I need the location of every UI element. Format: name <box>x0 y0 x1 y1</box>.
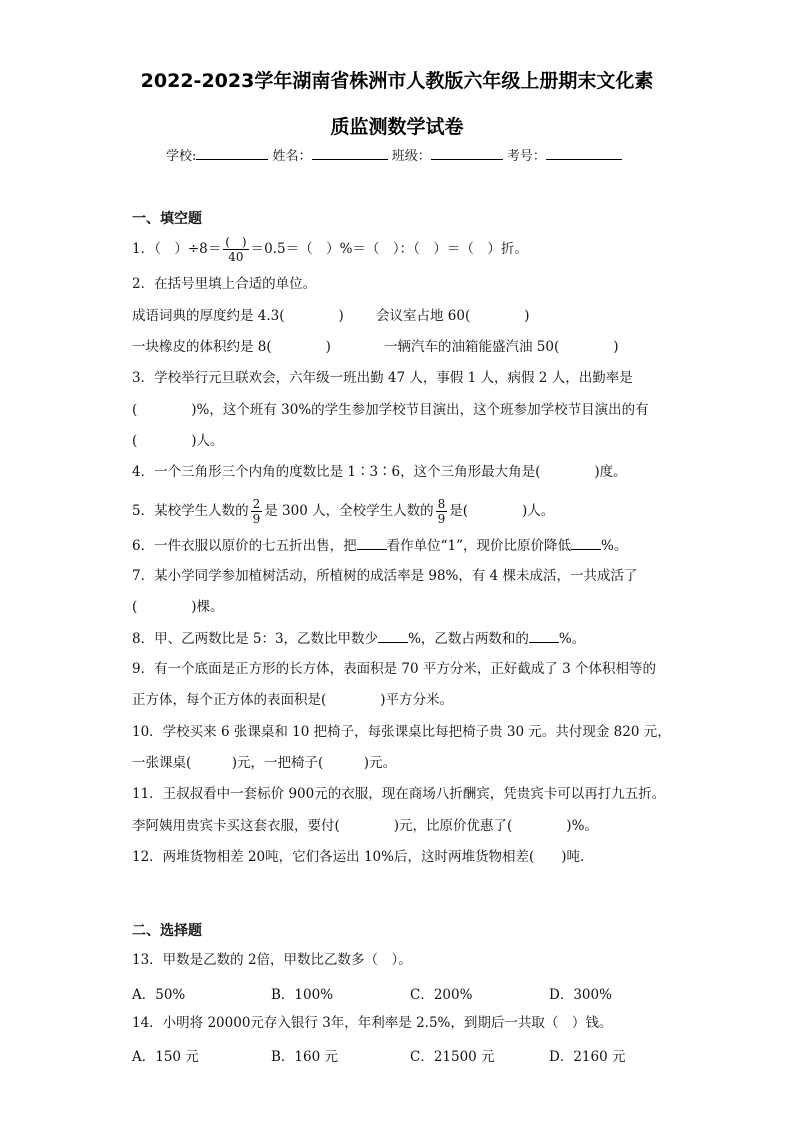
q6-part-b: 看作单位“1”，现价比原价降低 <box>386 538 571 554</box>
q1-part-a: 1．（ ）÷8＝ <box>132 241 222 257</box>
name-label: 姓名： <box>272 149 312 164</box>
q14-option-c[interactable]: C．21500 元 <box>410 1049 495 1065</box>
question-3-line-2: ( )%，这个班有 30%的学生参加学校节目演出，这个班参加学校节目演出的有 <box>132 402 649 418</box>
q6-blank-1[interactable] <box>357 536 387 550</box>
question-11-line-1: 11．王叔叔看中一套标价 900元的衣服，现在商场八折酬宾，凭贵宾卡可以再打九五折。 <box>132 786 666 802</box>
q8-part-b: %，乙数占两数和的 <box>408 631 529 647</box>
question-7-line-2: ( )棵。 <box>132 599 224 615</box>
q5-fraction-1 <box>251 497 263 526</box>
question-9-line-1: 9．有一个底面是正方形的长方体，表面积是 70 平方分米，正好截成了 3 个体积相等的 <box>132 661 657 677</box>
question-2-line-2b: 一辆汽车的油箱能盛汽油 50( ) <box>384 339 619 355</box>
question-2-line-1b: 会议室占地 60( ) <box>376 308 530 324</box>
section-choice-heading: 二、选择题 <box>132 923 202 939</box>
school-label: 学校: <box>166 149 197 164</box>
student-info-row <box>166 145 622 164</box>
question-1 <box>132 235 528 264</box>
question-10-line-1: 10．学校买来 6 张课桌和 10 把椅子，每张课桌比每把椅子贵 30 元。共付现金 820 元， <box>132 724 671 740</box>
q8-blank-2[interactable] <box>529 629 559 643</box>
q1-fraction <box>223 235 248 264</box>
q5-part-a: 5．某校学生人数的 <box>132 503 249 519</box>
school-blank[interactable] <box>196 146 268 160</box>
q5-fraction-1-numerator: 2 <box>252 497 261 511</box>
q5-fraction-1-denominator: 9 <box>252 512 261 526</box>
question-2-stem: 2．在括号里填上合适的单位。 <box>132 276 317 292</box>
question-9-line-2: 正方体，每个正方体的表面积是( )平方分米。 <box>132 692 454 708</box>
class-blank[interactable] <box>431 146 503 160</box>
q5-part-b: 是 300 人，全校学生人数的 <box>264 503 434 519</box>
question-5 <box>132 497 554 526</box>
q5-fraction-2-numerator: 8 <box>437 497 446 511</box>
exam-number-label: 考号： <box>506 149 546 164</box>
question-11-line-2: 李阿姨用贵宾卡买这套衣服，要付( )元，比原价优惠了( )%。 <box>132 818 598 834</box>
question-3-line-1: 3．学校举行元旦联欢会，六年级一班出勤 47 人，事假 1 人，病假 2 人，出勤率是 <box>132 370 633 386</box>
q1-fraction-denominator: 40 <box>228 250 244 264</box>
exam-title-line-2: 质监测数学试卷 <box>330 116 464 138</box>
q8-part-a: 8．甲、乙两数比是 5：3，乙数比甲数少 <box>132 631 379 647</box>
question-13-stem: 13．甲数是乙数的 2倍，甲数比乙数多（ ）。 <box>132 952 412 968</box>
exam-number-blank[interactable] <box>546 146 622 160</box>
question-14-stem: 14．小明将 20000元存入银行 3年，年利率是 2.5%，到期后一共取（ ）钱。 <box>132 1015 613 1031</box>
question-7-line-1: 7．某小学同学参加植树活动，所植树的成活率是 98%，有 4 棵未成活，一共成活了 <box>132 568 638 584</box>
question-8 <box>132 629 585 648</box>
name-blank[interactable] <box>312 146 388 160</box>
q14-option-d[interactable]: D．2160 元 <box>549 1049 626 1065</box>
q14-option-a[interactable]: A．150 元 <box>132 1049 199 1065</box>
q8-blank-1[interactable] <box>378 629 408 643</box>
q13-option-c[interactable]: C．200% <box>410 987 473 1003</box>
class-label: 班级： <box>391 149 431 164</box>
q5-part-c: 是( )人。 <box>449 503 555 519</box>
q13-option-b[interactable]: B．100% <box>271 987 334 1003</box>
q6-part-a: 6．一件衣服以原价的七五折出售，把 <box>132 538 357 554</box>
q14-option-b[interactable]: B．160 元 <box>271 1049 338 1065</box>
question-2-line-2a: 一块橡皮的体积约是 8( ) <box>132 339 331 355</box>
q5-fraction-2 <box>436 497 448 526</box>
question-3-line-3: ( )人。 <box>132 433 224 449</box>
section-fill-heading: 一、填空题 <box>132 211 202 227</box>
q8-part-c: %。 <box>558 631 586 647</box>
q13-option-a[interactable]: A．50% <box>132 987 186 1003</box>
question-2-line-1a: 成语词典的厚度约是 4.3( ) <box>132 308 344 324</box>
exam-title-line-1: 2022-2023学年湖南省株洲市人教版六年级上册期末文化素 <box>140 70 654 92</box>
question-10-line-2: 一张课桌( )元，一把椅子( )元。 <box>132 755 397 771</box>
q1-fraction-numerator: ( ) <box>225 235 247 249</box>
q1-part-b: ＝0.5＝（ ）%＝（ ）：（ ）＝（ ）折。 <box>250 241 528 257</box>
question-6 <box>132 536 627 555</box>
q13-option-d[interactable]: D．300% <box>549 987 612 1003</box>
question-12: 12．两堆货物相差 20吨，它们各运出 10%后，这时两堆货物相差( )吨． <box>132 849 594 865</box>
question-4: 4．一个三角形三个内角的度数比是 1∶3∶6，这个三角形最大角是( )度。 <box>132 464 627 480</box>
q6-blank-2[interactable] <box>571 536 601 550</box>
q5-fraction-2-denominator: 9 <box>437 512 446 526</box>
q6-part-c: %。 <box>601 538 628 554</box>
